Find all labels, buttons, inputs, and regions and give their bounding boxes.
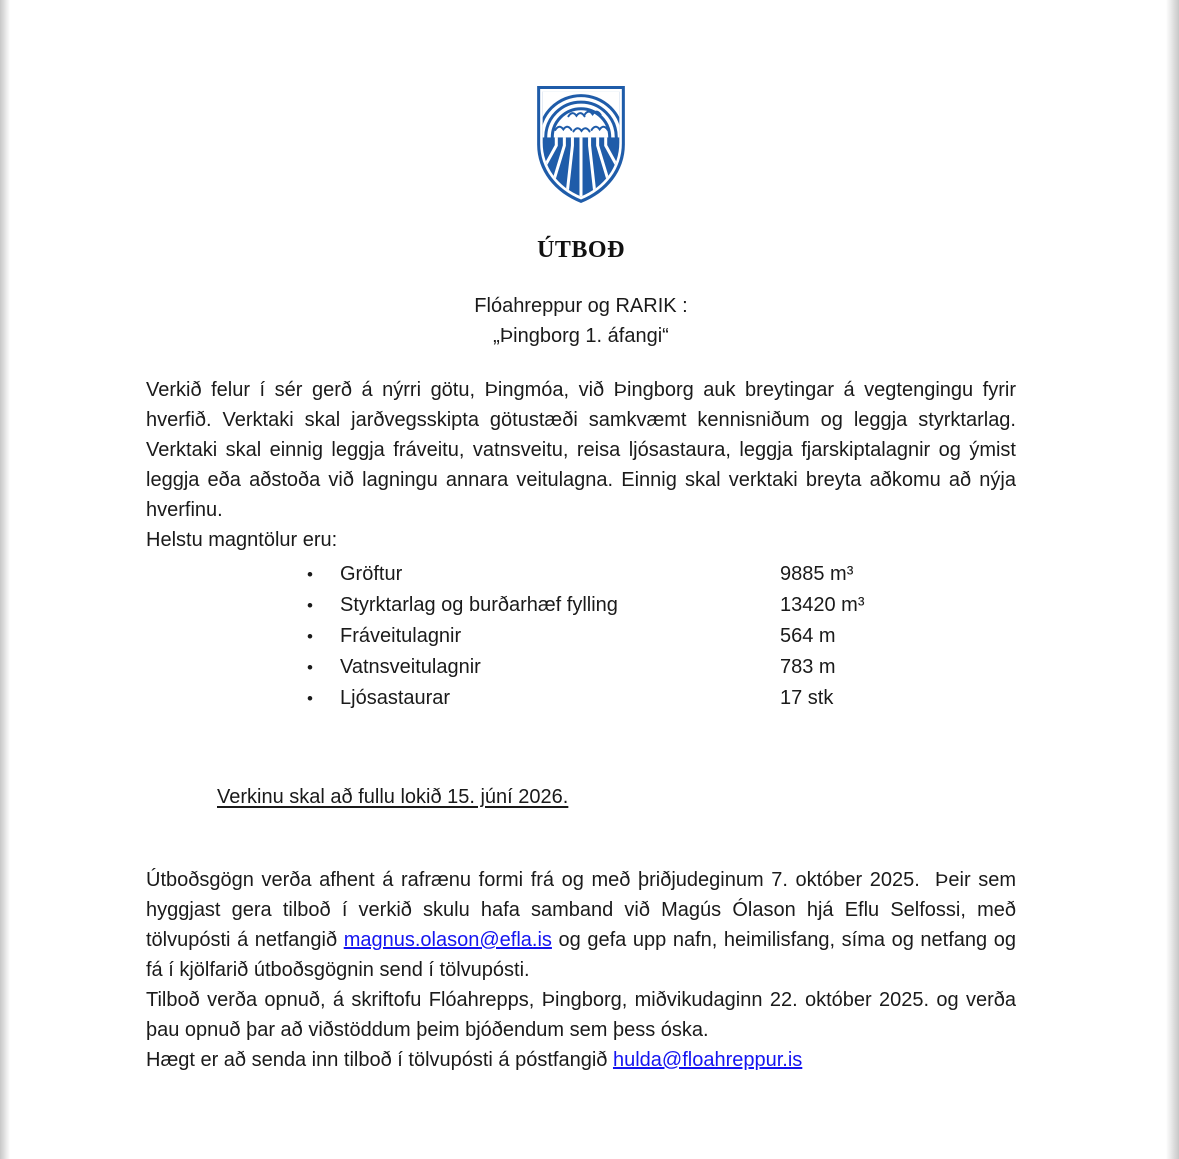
quantity-row [146,683,1016,714]
bid-submission-paragraph [146,1045,1016,1075]
subtitle-line-2: „Þingborg 1. áfangi“ [493,325,669,347]
quantity-value: 13420 m³ [780,594,865,616]
page-left-edge-shadow [0,0,10,1159]
quantity-value: 9885 m³ [780,563,854,585]
tender-info-section [146,865,1016,1075]
quantities-heading: Helstu magntölur eru: [146,529,338,551]
quantity-row [146,652,1016,683]
subtitle-line-1: Flóahreppur og RARIK : [474,295,688,317]
completion-deadline: Verkinu skal að fullu lokið 15. júní 2026. [217,786,569,808]
bullet-icon: • [307,627,313,646]
p1-text-after-link: og gefa upp nafn, heimilisfang, síma og netfang og fá í kjölfarið útboðsgögnin send í tölvupósti. [146,929,1016,981]
bullet-icon: • [307,658,313,677]
bullet-icon: • [307,565,313,584]
quantity-label: Styrktarlag og burðarhæf fylling [340,594,618,616]
logo-container [146,84,1016,210]
document-page [146,0,1016,1075]
p1-text-before-link: Útboðsgögn verða afhent á rafrænu formi frá og með þriðjudeginum 7. október 2025. Þeir sem hyggjast gera tilboð í verkið skulu hafa samband við Magús Ólason hjá Eflu Selfossi, með tölvupósti á netfangið [146,869,1016,951]
quantity-value: 783 m [780,656,836,678]
bullet-icon: • [307,596,313,615]
quantity-row [146,590,1016,621]
p3-text-before-link: Hægt er að senda inn tilboð í tölvupósti á póstfangið [146,1049,613,1071]
submission-email-link[interactable]: hulda@floahreppur.is [612,1049,803,1071]
quantity-row [146,559,1016,590]
contact-email-link[interactable]: magnus.olason@efla.is [343,929,552,951]
quantity-label: Fráveitulagnir [340,625,462,647]
quantity-label: Vatnsveitulagnir [340,656,481,678]
tender-documents-paragraph [146,865,1016,985]
document-title: ÚTBOÐ [537,237,625,263]
intro-paragraph: Verkið felur í sér gerð á nýrri götu, Þingmóa, við Þingborg auk breytingar á vegtengingu fyrir hverfið. Verktaki skal jarðvegsskipta götustæði samkvæmt kennisniðum og leggja styrktarlag. Verktaki skal einnig leggja fráveitu, vatnsveitu, reisa ljósastaura, leggja fjarskiptalagnir og ýmist leggja eða aðstoða við lagningu annara veitulagna. Einnig skal verktaki breyta aðkomu að nýja hverfinu. [146,379,1016,521]
page-right-edge-shadow [1166,0,1179,1159]
intro-section [146,375,1016,555]
bullet-icon: • [307,689,313,708]
document-subtitle [146,291,1016,351]
bid-opening-paragraph: Tilboð verða opnuð, á skriftofu Flóahrepps, Þingborg, miðvikudaginn 22. október 2025. og verða þau opnuð þar að viðstöddum þeim bjóðendum sem þess óska. [146,989,1016,1041]
quantity-label: Gröftur [340,563,403,585]
quantities-list [146,559,1016,714]
quantity-row [146,621,1016,652]
floahreppur-shield-logo [535,84,627,205]
quantity-label: Ljósastaurar [340,687,451,709]
quantity-value: 17 stk [780,687,834,709]
quantity-value: 564 m [780,625,836,647]
